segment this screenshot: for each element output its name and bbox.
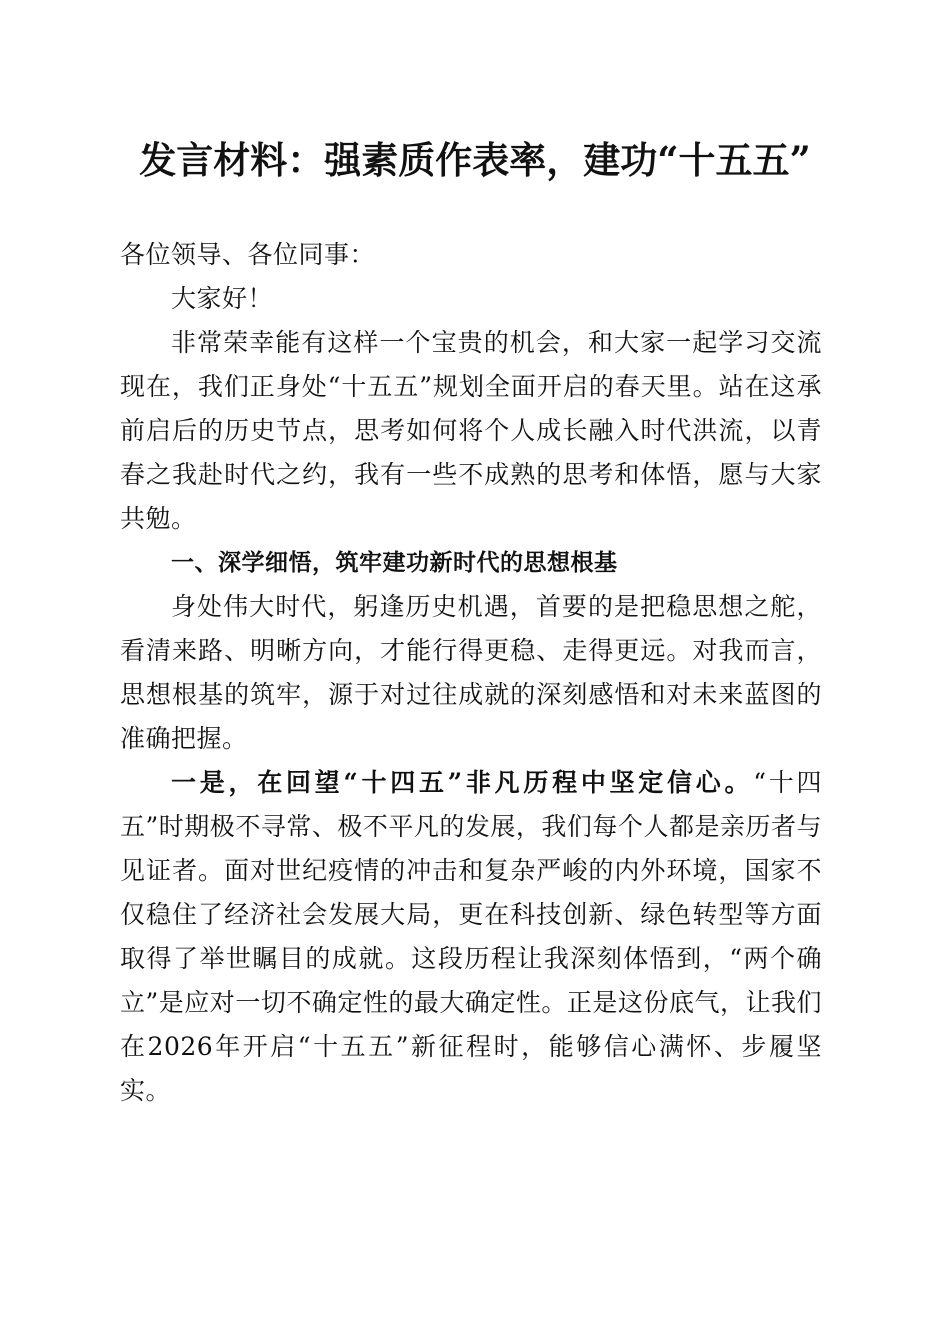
section-1-paragraph: 身处伟大时代，躬逢历史机遇，首要的是把稳思想之舵，看清来路、明晰方向，才能行得更稳、走得更远。对我而言，思想根基的筑牢，源于对过往成就的深刻感悟和对未来蓝图的准确把握。: [120, 592, 822, 753]
document-title: 发言材料：强素质作表率，建功“十五五”: [139, 138, 811, 182]
greeting: 大家好！: [171, 284, 274, 313]
salutation: 各位领导、各位同事：: [120, 240, 376, 269]
point-1-lead: 一是，在回望“十四五”非凡历程中坚定信心。: [171, 768, 754, 797]
intro-paragraph: 非常荣幸能有这样一个宝贵的机会，和大家一起学习交流现在，我们正身处“十五五”规划全面开启的春天里。站在这承前启后的历史节点，思考如何将个人成长融入时代洪流，以青春之我赴时代之约，我有一些不成熟的思考和体悟，愿与大家共勉。: [120, 328, 822, 533]
point-1-paragraph: [120, 761, 822, 1113]
section-heading-1: 一、深学细悟，筑牢建功新时代的思想根基: [171, 550, 618, 576]
point-1-body: “十四五”时期极不寻常、极不平凡的发展，我们每个人都是亲历者与见证者。面对世纪疫情的冲击和复杂严峻的内外环境，国家不仅稳住了经济社会发展大局，更在科技创新、绿色转型等方面取得了举世瞩目的成就。这段历程让我深刻体悟到，“两个确立”是应对一切不确定性的最大确定性。正是这份底气，让我们在2026年开启“十五五”新征程时，能够信心满怀、步履坚实。: [120, 768, 823, 1105]
document-body: [120, 233, 822, 1113]
